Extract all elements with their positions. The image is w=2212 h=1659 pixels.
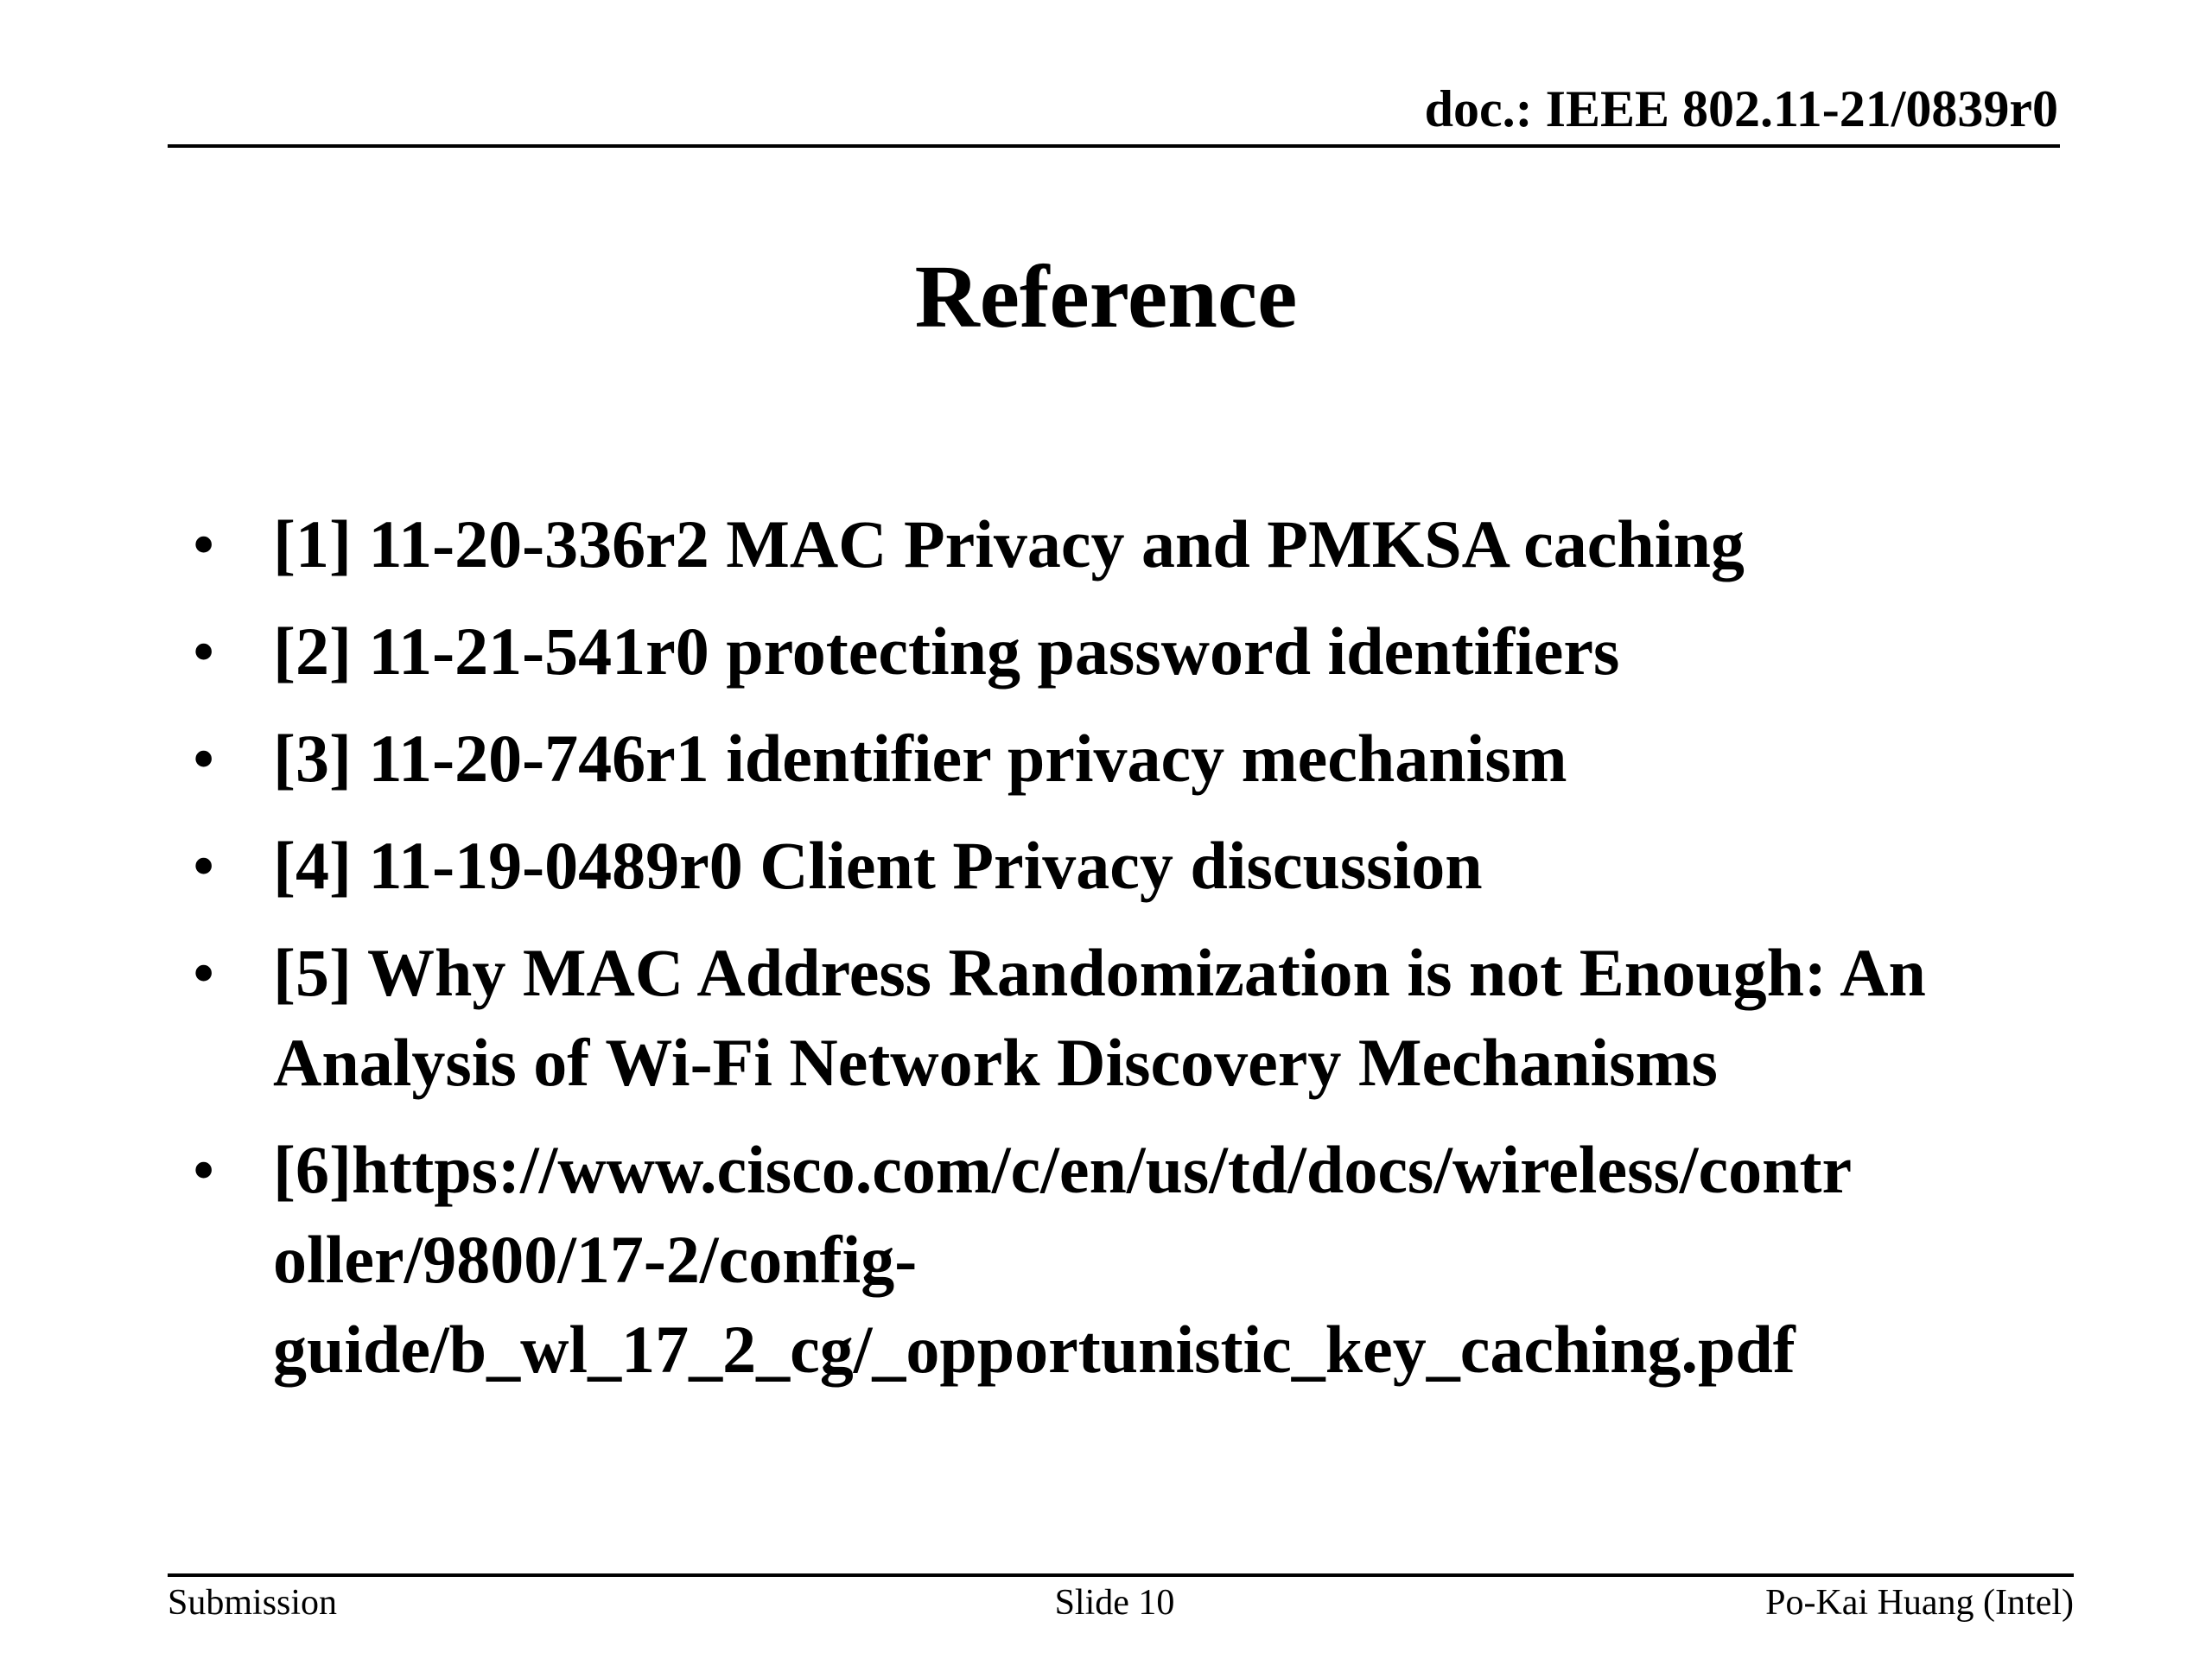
bullet-icon: • [192, 721, 216, 796]
reference-text: [3] 11-20-746r1 identifier privacy mechanism [273, 721, 1567, 796]
reference-item-6 [181, 1125, 2100, 1395]
reference-url-line-2: oller/9800/17-2/config- [273, 1222, 918, 1297]
reference-item-2 [181, 607, 2100, 696]
footer-submission: Submission [168, 1583, 338, 1623]
header-rule [168, 144, 2060, 148]
reference-url-line-1: [6]https://www.cisco.com/c/en/us/td/docs/wireless/contr [273, 1132, 1853, 1207]
footer-rule [168, 1573, 2074, 1577]
document-id-header: doc.: IEEE 802.11-21/0839r0 [1424, 80, 2058, 137]
reference-item-1 [181, 499, 2100, 589]
footer-slide-number: Slide 10 [1054, 1583, 1175, 1623]
bullet-icon: • [192, 935, 216, 1010]
reference-text: [2] 11-21-541r0 protecting password identifiers [273, 613, 1620, 689]
footer-author: Po-Kai Huang (Intel) [1765, 1583, 2074, 1623]
bullet-icon: • [192, 828, 216, 903]
reference-text: [5] Why MAC Address Randomization is not Enough: An Analysis of Wi-Fi Network Discovery Mechanisms [273, 935, 1926, 1100]
bullet-icon: • [192, 506, 216, 582]
reference-item-5 [181, 928, 2100, 1108]
reference-item-4 [181, 821, 2100, 911]
reference-text: [1] 11-20-336r2 MAC Privacy and PMKSA caching [273, 506, 1745, 582]
slide-title: Reference [914, 247, 1298, 346]
reference-text: [4] 11-19-0489r0 Client Privacy discussion [273, 828, 1483, 903]
bullet-icon: • [192, 613, 216, 689]
bullet-icon: • [192, 1132, 216, 1207]
reference-url-line-3: guide/b_wl_17_2_cg/_opportunistic_key_caching.pdf [273, 1312, 1796, 1387]
reference-list [181, 499, 2100, 1412]
reference-item-3 [181, 714, 2100, 804]
